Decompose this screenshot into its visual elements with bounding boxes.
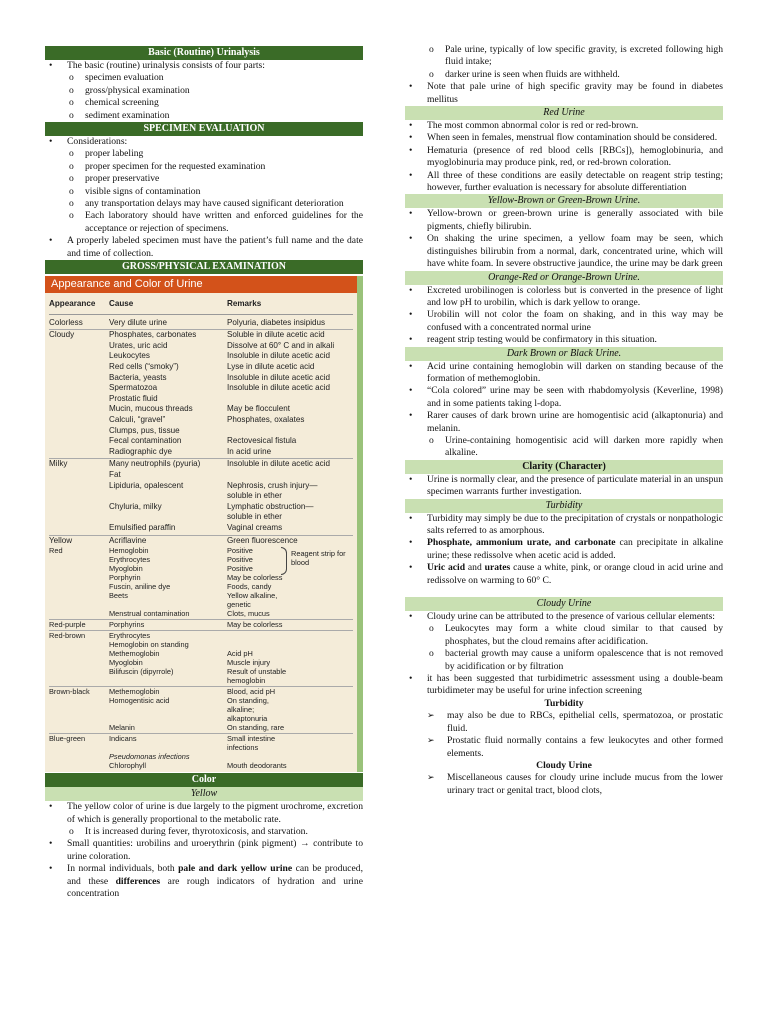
table-row	[49, 640, 353, 649]
list-item: • Urine is normally clear, and the presence of particulate material in an unspun specimen warrants further investigation.	[405, 474, 723, 499]
table-row	[49, 491, 353, 502]
table-cell	[109, 512, 227, 523]
list-item: • Uric acid and urates cause a white, pink, or orange cloud in acid urine and redissolve on warming to 60° C.	[405, 562, 723, 587]
table-row	[49, 404, 353, 415]
table-row	[49, 687, 353, 696]
dark-brown-sub-list	[405, 435, 723, 460]
table-row	[49, 341, 353, 352]
table-cell: Very dilute urine	[109, 317, 168, 327]
table-cell: Lymphatic obstruction—	[227, 501, 314, 511]
table-row	[49, 459, 353, 470]
table-row	[49, 752, 353, 761]
table-cell: Hemoglobin on standing	[109, 640, 189, 650]
list-item: • Turbidity may simply be due to the precipitation of crystals or nonpathologic salts referred to as amorphous.	[405, 513, 723, 538]
table-cell: Yellow alkaline, genetic	[227, 591, 278, 610]
list-item: o chemical screening	[45, 97, 363, 109]
table-cell: Homogentisic acid	[109, 696, 170, 706]
table-row	[49, 394, 353, 405]
table-header-cell: Cause	[109, 299, 134, 309]
list-item: • Acid urine containing hemoglobin will darken on standing because of the formation of methemoglobin.	[405, 361, 723, 386]
list-item: • it has been suggested that turbidimetric assessment using a double-beam turbidimeter may be useful for urine infection screening	[405, 673, 723, 698]
subsection-header-red: Red Urine	[405, 106, 723, 120]
table-body-small	[45, 546, 357, 772]
section-header-specimen: SPECIMEN EVALUATION	[45, 122, 363, 136]
table-header-row	[49, 293, 353, 315]
table-cell: Chlorophyll	[109, 761, 146, 771]
table-cell	[49, 373, 109, 384]
table-cell: Insoluble in dilute acetic acid	[227, 351, 331, 361]
list-item: • Considerations: o proper labeling o proper specimen for the requested examination o proper preservative o visible signs of contamination o any transportation delays may have caused significant deterioration o Each laboratory should have written and enforced guidelines for the acceptance or rejection of specimens.	[45, 136, 363, 235]
table-title: Appearance and Color of Urine	[45, 276, 357, 293]
table-cell: Insoluble in dilute acetic acid	[227, 372, 331, 382]
subsection-header-orange-red: Orange-Red or Orange-Brown Urine.	[405, 271, 723, 285]
table-header-cell: Remarks	[227, 299, 262, 309]
list-item: ➢ Miscellaneous causes for cloudy urine include mucus from the lower urinary tract or genital tract, blood clots,	[405, 772, 723, 797]
table-cell	[49, 591, 109, 609]
table-cell	[109, 676, 227, 685]
list-item: o visible signs of contamination	[45, 186, 363, 198]
list-item: o Leukocytes may form a white cloud similar to that caused by phosphates, but the cloud remains after acidification.	[405, 623, 723, 648]
cloudy-sub-list	[405, 623, 723, 673]
table-cell	[109, 491, 227, 502]
table-cell: Calculi, “gravel”	[109, 415, 166, 425]
table-cell: Positive	[227, 555, 253, 565]
table-row	[49, 470, 353, 481]
table-cell	[49, 447, 109, 458]
table-cell: Methemoglobin	[109, 649, 160, 659]
table-cell: Small intestine infections	[227, 734, 276, 753]
list-item: • On shaking the urine specimen, a yellow foam may be seen, which distinguishes bilirubin from a normal, dark, concentrated urine, which will have white foam. In severe obstructive jaundice, the urine may be dark green	[405, 233, 723, 270]
list-item: • Excreted urobilinogen is colorless but is converted in the presence of light and low pH to urobilin, which is dark yellow to orange.	[405, 285, 723, 310]
diabetes-list	[405, 81, 723, 106]
table-cell	[49, 470, 109, 481]
table-cell: Muscle injury	[227, 658, 271, 668]
table-cell	[49, 564, 109, 573]
table-cell: Acid pH	[227, 649, 253, 659]
right-column	[405, 44, 723, 797]
table-cell: On standing, rare	[227, 723, 285, 733]
table-cell: Phosphates, oxalates	[227, 415, 305, 425]
subsection-header-turbidity: Turbidity	[405, 499, 723, 513]
list-item: o It is increased during fever, thyrotoxicosis, and starvation.	[45, 826, 363, 838]
list-item: o Pale urine, typically of low specific gravity, is excreted following high fluid intake;	[405, 44, 723, 69]
table-cell: Green fluorescence	[227, 535, 298, 545]
table-cell: Rectovesical fistula	[227, 436, 297, 446]
table-cell	[49, 415, 109, 426]
table-cell: Blue-green	[49, 734, 86, 744]
table-cell	[49, 658, 109, 667]
table-cell: Clots, mucus	[227, 609, 270, 619]
table-cell	[227, 631, 289, 640]
table-cell: Leukocytes	[109, 351, 150, 361]
subsection-header-clarity: Clarity (Character)	[405, 460, 723, 474]
table-cell	[49, 714, 109, 723]
table-row	[49, 330, 353, 341]
table-row	[49, 723, 353, 732]
list-item: ➢ may also be due to RBCs, epithelial cells, spermatozoa, or prostatic fluid.	[405, 710, 723, 735]
cloudy-list	[405, 611, 723, 698]
table-cell: Methemoglobin	[109, 687, 160, 697]
table-cell: Melanin	[109, 723, 135, 733]
table-cell	[49, 640, 109, 649]
list-item: • Urobilin will not color the foam on shaking, and in this way may be confused with a concentrated normal urine	[405, 309, 723, 334]
table-row	[49, 573, 353, 582]
clarity-list	[405, 474, 723, 499]
subsection-header-yellow-brown: Yellow-Brown or Green-Brown Urine.	[405, 194, 723, 208]
table-cell: Cloudy	[49, 330, 75, 340]
list-item: • Rarer causes of dark brown urine are homogentisic acid (alkaptonuria) and melanin. o Urine-containing homogentisic acid will darken more rapidly when alkaline.	[405, 410, 723, 460]
list-item: • A properly labeled specimen must have the patient’s full name and the date and time of collection.	[45, 235, 363, 260]
table-cell	[49, 582, 109, 591]
table-cell	[227, 394, 353, 405]
table-row	[49, 481, 353, 492]
list-item: o Urine-containing homogentisic acid will darken more rapidly when alkaline.	[405, 435, 723, 460]
orange-red-list	[405, 285, 723, 347]
appearance-color-table	[45, 276, 363, 772]
list-item: • Note that pale urine of high specific gravity may be found in diabetes mellitus	[405, 81, 723, 106]
list-item: o darker urine is seen when fluids are withheld.	[405, 69, 723, 81]
table-cell	[49, 676, 109, 685]
table-cell: soluble in ether	[227, 491, 282, 501]
table-cell: Menstrual contamination	[109, 609, 190, 619]
table-cell: Indicans	[109, 734, 137, 744]
table-row	[49, 362, 353, 373]
table-cell: Soluble in dilute acetic acid	[227, 330, 325, 340]
table-cell: Lyse in dilute acetic acid	[227, 362, 315, 372]
table-cell: Many neutrophils (pyuria)	[109, 459, 201, 469]
list-item: • The most common abnormal color is red or red-brown.	[405, 120, 723, 132]
table-row	[49, 734, 353, 752]
table-cell: Milky	[49, 459, 68, 469]
table-cell: Mucin, mucous threads	[109, 404, 193, 414]
list-item: o proper labeling	[45, 148, 363, 160]
table-cell	[49, 696, 109, 714]
table-cell: Pseudomonas infections	[109, 752, 190, 762]
list-item: • When seen in females, menstrual flow contamination should be considered.	[405, 132, 723, 144]
dark-brown-list	[405, 361, 723, 460]
list-item: o sediment examination	[45, 110, 363, 122]
table-cell: Spermatozoa	[109, 383, 158, 393]
table-row	[49, 676, 353, 685]
table-cell: Positive	[227, 564, 253, 574]
table-cell	[49, 351, 109, 362]
table-cell: Myoglobin	[109, 658, 143, 668]
table-row	[49, 609, 353, 618]
table-cell: Result of unstable	[227, 667, 287, 677]
table-cell: On standing, alkaline;	[227, 696, 269, 715]
table-header-cell: Appearance	[49, 299, 96, 309]
table-cell: Yellow	[49, 535, 73, 545]
list-item: • Phosphate, ammonium urate, and carbonate can precipitate in alkaline urine; these redissolve when acetic acid is added.	[405, 537, 723, 562]
table-cell: Positive	[227, 546, 253, 556]
subsection-header-cloudy: Cloudy Urine	[405, 597, 723, 611]
considerations-list	[45, 148, 363, 235]
table-row	[49, 436, 353, 447]
subsection-header-yellow: Yellow	[45, 787, 363, 801]
table-row	[49, 620, 353, 629]
table-row	[49, 649, 353, 658]
basic-parts-list	[45, 72, 363, 122]
table-row	[49, 523, 353, 534]
specimen-list	[45, 136, 363, 260]
table-cell: hemoglobin	[227, 676, 266, 686]
table-cell: Fecal contamination	[109, 436, 182, 446]
table-cell: soluble in ether	[227, 512, 282, 522]
list-item: ➢ Prostatic fluid normally contains a few leukocytes and other formed elements.	[405, 735, 723, 760]
table-cell: Red cells (“smoky”)	[109, 362, 179, 372]
table-cell: Fuscin, aniline dye	[109, 582, 171, 592]
table-row	[49, 415, 353, 426]
table-cell	[49, 394, 109, 405]
section-header-basic: Basic (Routine) Urinalysis	[45, 46, 363, 60]
list-item: o gross/physical examination	[45, 85, 363, 97]
table-row	[49, 536, 353, 547]
table-cell: Blood, acid pH	[227, 687, 276, 697]
table-cell	[49, 723, 109, 732]
table-cell	[49, 362, 109, 373]
table-cell: Porphyrin	[109, 573, 141, 583]
table-row	[49, 502, 353, 513]
table-row	[49, 383, 353, 394]
table-row	[49, 318, 353, 329]
table-row	[49, 426, 353, 437]
table-cell: Mouth deodorants	[227, 761, 287, 771]
table-cell	[227, 752, 289, 761]
list-item: • In normal individuals, both pale and dark yellow urine can be produced, and these differences are rough indicators of hydration and urine concentration	[45, 863, 363, 900]
table-cell	[49, 555, 109, 564]
table-cell: Lipiduria, opalescent	[109, 480, 184, 490]
list-item: • Cloudy urine can be attributed to the presence of various cellular elements: o Leukocytes may form a white cloud similar to that caused by phosphates, but the cloud remains after acidification. o bacterial growth may cause a uniform opalescence that is not removed by acidification or by filtration	[405, 611, 723, 673]
list-item: o Each laboratory should have written and enforced guidelines for the acceptance or rejection of specimens.	[45, 210, 363, 235]
table-cell	[227, 640, 289, 649]
turbidity-arrow-list	[405, 710, 723, 760]
table-cell: Red	[49, 546, 63, 556]
list-item: • reagent strip testing would be confirmatory in this situation.	[405, 334, 723, 346]
table-row	[49, 714, 353, 723]
table-cell: May be colorless	[227, 573, 283, 583]
table-row	[49, 582, 353, 591]
table-cell: May be colorless	[227, 620, 283, 630]
table-cell: Myoglobin	[109, 564, 143, 574]
table-row	[49, 631, 353, 640]
subheading-turbidity: Turbidity	[544, 697, 584, 709]
left-column	[45, 46, 363, 900]
table-cell	[49, 383, 109, 394]
yellow-brown-list	[405, 208, 723, 270]
table-cell	[49, 341, 109, 352]
list-item: • “Cola colored” urine may be seen with rhabdomyolysis (Keverline, 1998) and in some patients taking l-dopa.	[405, 385, 723, 410]
table-cell	[49, 761, 109, 770]
table-cell: Prostatic fluid	[109, 393, 158, 403]
table-row	[49, 591, 353, 609]
subsection-header-dark-brown: Dark Brown or Black Urine.	[405, 347, 723, 361]
table-cell: Bilifuscin (dipyrrole)	[109, 667, 174, 677]
table-cell	[49, 436, 109, 447]
table-cell: In acid urine	[227, 446, 272, 456]
table-cell: Insoluble in dilute acetic acid	[227, 383, 331, 393]
table-cell: Chyluria, milky	[109, 501, 162, 511]
table-row	[49, 667, 353, 676]
list-item: • Hematuria (presence of red blood cells [RBCs]), hemoglobinuria, and myoglobinuria may produce pink, red, or red-brown coloration.	[405, 145, 723, 170]
table-cell: Insoluble in dilute acetic acid	[227, 459, 331, 469]
table-row	[49, 696, 353, 714]
table-cell: Porphyrins	[109, 620, 145, 630]
turbidity-list	[405, 513, 723, 587]
table-cell: Acriflavine	[109, 535, 147, 545]
table-cell: alkaptonuria	[227, 714, 268, 724]
list-item: • Small quantities: urobilins and uroerythrin (pink pigment) → contribute to urine coloration.	[45, 838, 363, 863]
table-cell: Nephrosis, crush injury—	[227, 480, 318, 490]
table-cell	[49, 523, 109, 534]
table-cell	[49, 491, 109, 502]
table-cell: Red-purple	[49, 620, 86, 630]
table-cell: Dissolve at 60° C and in alkali	[227, 340, 335, 350]
table-cell: Urates, uric acid	[109, 340, 168, 350]
list-item: o any transportation delays may have caused significant deterioration	[45, 198, 363, 210]
table-cell: Phosphates, carbonates	[109, 330, 197, 340]
table-cell: Foods, candy	[227, 582, 272, 592]
subheading-cloudy-urine: Cloudy Urine	[536, 759, 592, 771]
yellow-list	[45, 801, 363, 900]
list-item: • All three of these conditions are easily detectable on reagent strip testing; however, further evaluation is necessary for absolute differentiation	[405, 170, 723, 195]
reagent-strip-bracket	[281, 547, 287, 575]
table-cell	[49, 502, 109, 513]
table-cell	[49, 573, 109, 582]
table-cell	[49, 512, 109, 523]
list-item: o bacterial growth may cause a uniform opalescence that is not removed by acidification or by filtration	[405, 648, 723, 673]
table-cell	[49, 667, 109, 676]
table-cell: Clumps, pus, tissue	[109, 425, 180, 435]
table-cell: Beets	[109, 591, 128, 601]
table-row	[49, 512, 353, 523]
list-item: o specimen evaluation	[45, 72, 363, 84]
table-row	[49, 373, 353, 384]
table-cell: Emulsified paraffin	[109, 522, 176, 532]
table-cell: Hemoglobin	[109, 546, 149, 556]
table-cell	[49, 649, 109, 658]
list-item: • The basic (routine) urinalysis consists of four parts: o specimen evaluation o gross/physical examination o chemical screening o sediment examination	[45, 60, 363, 122]
table-cell: Fat	[109, 470, 121, 479]
table-cell: Erythrocytes	[109, 555, 151, 565]
table-cell: Red-brown	[49, 631, 86, 641]
red-list	[405, 120, 723, 194]
table-cell: Polyuria, diabetes insipidus	[227, 317, 326, 327]
list-item: o proper specimen for the requested examination	[45, 161, 363, 173]
table-cell: May be flocculent	[227, 404, 290, 414]
list-item: o proper preservative	[45, 173, 363, 185]
table-row	[49, 761, 353, 770]
pale-list	[405, 44, 723, 81]
table-cell: Bacteria, yeasts	[109, 372, 167, 382]
table-cell	[49, 426, 109, 437]
table-cell	[49, 752, 109, 761]
table-cell: Vaginal creams	[227, 522, 283, 532]
table-cell	[49, 404, 109, 415]
section-header-gross: GROSS/PHYSICAL EXAMINATION	[45, 260, 363, 274]
table-body	[45, 315, 357, 546]
table-row	[49, 658, 353, 667]
list-item: • Yellow-brown or green-brown urine is generally associated with bile pigments, chiefly bilirubin.	[405, 208, 723, 233]
table-row	[49, 447, 353, 458]
table-row	[49, 351, 353, 362]
table-cell: Colorless	[49, 317, 83, 327]
list-item: • The yellow color of urine is due largely to the pigment urochrome, excretion of which is generally proportional to the metabolic rate. o It is increased during fever, thyrotoxicosis, and starvation.	[45, 801, 363, 838]
table-cell	[227, 426, 353, 437]
reagent-strip-note: Reagent strip for blood	[291, 549, 346, 568]
basic-list	[45, 60, 363, 122]
yellow-sub-list	[45, 826, 363, 838]
table-cell	[227, 470, 353, 481]
section-header-color: Color	[45, 773, 363, 787]
table-cell	[109, 714, 227, 723]
table-cell	[49, 481, 109, 492]
table-cell	[49, 609, 109, 618]
table-cell: Radiographic dye	[109, 446, 172, 456]
table-cell: Erythrocytes	[109, 631, 151, 641]
table-cell: Brown-black	[49, 687, 90, 697]
cloudy-arrow-list	[405, 772, 723, 797]
